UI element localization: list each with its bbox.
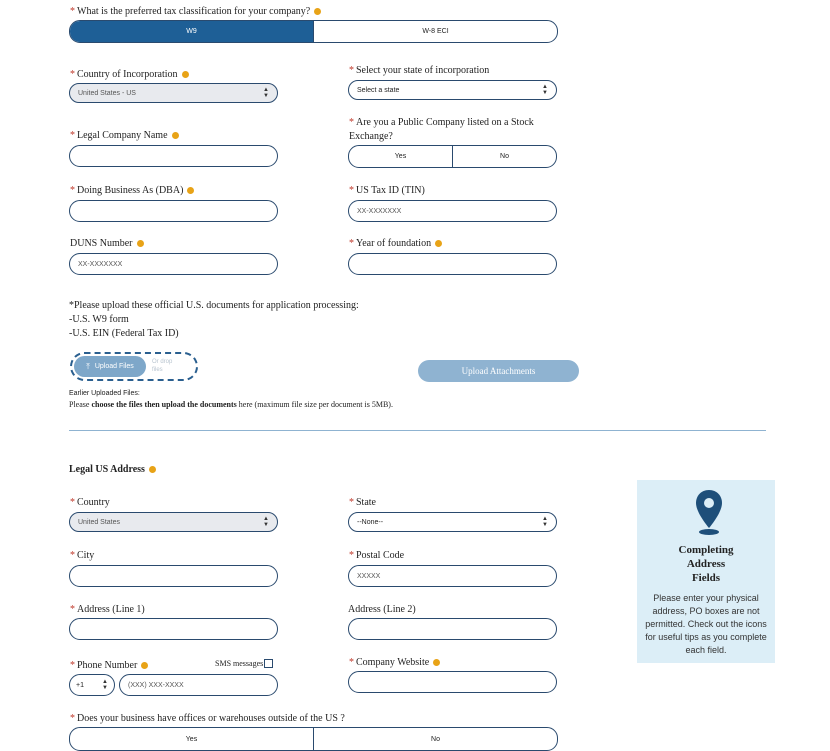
tax-option-w9[interactable]: W9 <box>70 21 313 42</box>
postal-code-input[interactable]: XXXXX <box>348 565 557 587</box>
info-icon[interactable] <box>187 187 194 194</box>
tip-title: Completing Address Fields <box>678 544 734 584</box>
section-divider <box>69 430 766 431</box>
dba-input[interactable] <box>69 200 278 222</box>
select-arrows-icon: ▲ ▼ <box>542 516 548 528</box>
public-company-toggle[interactable] <box>348 145 557 168</box>
tax-classification-label: * What is the preferred tax classification for your company? <box>70 6 321 17</box>
state-incorporation-label: * Select your state of incorporation <box>349 65 490 76</box>
select-arrows-icon: ▲ ▼ <box>102 679 108 691</box>
public-company-label: * Are you a Public Company listed on a Stock Exchange? <box>349 117 534 142</box>
info-icon[interactable] <box>137 240 144 247</box>
address-line2-input[interactable] <box>348 618 557 640</box>
sms-checkbox[interactable] <box>264 659 273 668</box>
info-icon[interactable] <box>435 240 442 247</box>
country-incorporation-label: * Country of Incorporation <box>70 69 189 80</box>
legal-name-label: * Legal Company Name <box>70 130 179 141</box>
select-arrows-icon: ▲ ▼ <box>263 516 269 528</box>
tin-label: * US Tax ID (TIN) <box>349 185 425 196</box>
upload-instructions <box>69 299 359 341</box>
tin-input[interactable]: XX-XXXXXXX <box>348 200 557 222</box>
public-company-yes[interactable]: Yes <box>394 153 407 160</box>
duns-label: DUNS Number <box>70 238 144 249</box>
address-tip-panel <box>637 480 775 663</box>
company-website-label: * Company Website <box>349 657 440 668</box>
foundation-year-input[interactable] <box>348 253 557 275</box>
upload-intro: *Please upload these official U.S. documents for application processing: <box>69 300 359 311</box>
location-pin-icon <box>694 488 724 536</box>
address-country-select[interactable]: United States ▲ ▼ <box>69 512 278 532</box>
address-line1-label: * Address (Line 1) <box>70 604 145 615</box>
select-arrows-icon: ▲ ▼ <box>542 84 548 96</box>
city-input[interactable] <box>69 565 278 587</box>
upload-files-button[interactable]: ⤒ Upload Files <box>74 356 146 377</box>
postal-code-label: * Postal Code <box>349 550 405 561</box>
address-country-label: * Country <box>70 497 110 508</box>
phone-country-code-select[interactable]: +1 ▲ ▼ <box>69 674 115 696</box>
address-state-select[interactable]: --None-- ▲ ▼ <box>348 512 557 532</box>
file-drop-zone[interactable] <box>70 352 198 381</box>
tax-option-w8eci[interactable]: W-8 ECI <box>313 21 557 42</box>
info-icon[interactable] <box>314 8 321 15</box>
dba-label: * Doing Business As (DBA) <box>70 185 194 196</box>
address-line1-input[interactable] <box>69 618 278 640</box>
foundation-year-label: * Year of foundation <box>349 238 442 249</box>
tip-body: Please enter your physical address, PO boxes are not permitted. Check out the icons for useful tips as you complete each field. <box>645 593 767 655</box>
offices-outside-us-label: * Does your business have offices or warehouses outside of the US ? <box>70 713 345 724</box>
tax-classification-toggle[interactable] <box>69 20 558 43</box>
company-website-input[interactable] <box>348 671 557 693</box>
duns-input[interactable]: XX-XXXXXXX <box>69 253 278 275</box>
earlier-uploaded-label: Earlier Uploaded Files: <box>69 390 140 397</box>
upload-doc-w9: -U.S. W9 form <box>69 314 129 325</box>
select-arrows-icon: ▲ ▼ <box>263 87 269 99</box>
drop-hint: Or drop files <box>152 359 173 373</box>
address-state-label: * State <box>349 497 376 508</box>
country-incorporation-select[interactable]: United States - US ▲ ▼ <box>69 83 278 103</box>
info-icon[interactable] <box>141 662 148 669</box>
upload-doc-ein: -U.S. EIN (Federal Tax ID) <box>69 328 179 339</box>
upload-size-note: Please choose the files then upload the documents here (maximum file size per document is 5MB). <box>69 400 393 409</box>
address-line2-label: Address (Line 2) <box>348 604 416 615</box>
offices-yes[interactable]: Yes <box>185 735 198 743</box>
info-icon[interactable] <box>149 466 156 473</box>
info-icon[interactable] <box>172 132 179 139</box>
offices-no[interactable]: No <box>313 728 557 750</box>
public-company-no[interactable]: No <box>452 146 556 167</box>
state-incorporation-select[interactable]: Select a state ▲ ▼ <box>348 80 557 100</box>
upload-icon: ⤒ <box>86 361 90 371</box>
legal-address-heading: Legal US Address <box>69 464 156 475</box>
phone-label: * Phone Number <box>70 660 148 671</box>
info-icon[interactable] <box>182 71 189 78</box>
legal-name-input[interactable] <box>69 145 278 167</box>
phone-number-input[interactable]: (XXX) XXX-XXXX <box>119 674 278 696</box>
info-icon[interactable] <box>433 659 440 666</box>
city-label: * City <box>70 550 95 561</box>
offices-outside-us-toggle[interactable] <box>69 727 558 751</box>
sms-messages-label: SMS messages <box>215 659 264 668</box>
upload-attachments-button[interactable]: Upload Attachments <box>418 360 579 382</box>
